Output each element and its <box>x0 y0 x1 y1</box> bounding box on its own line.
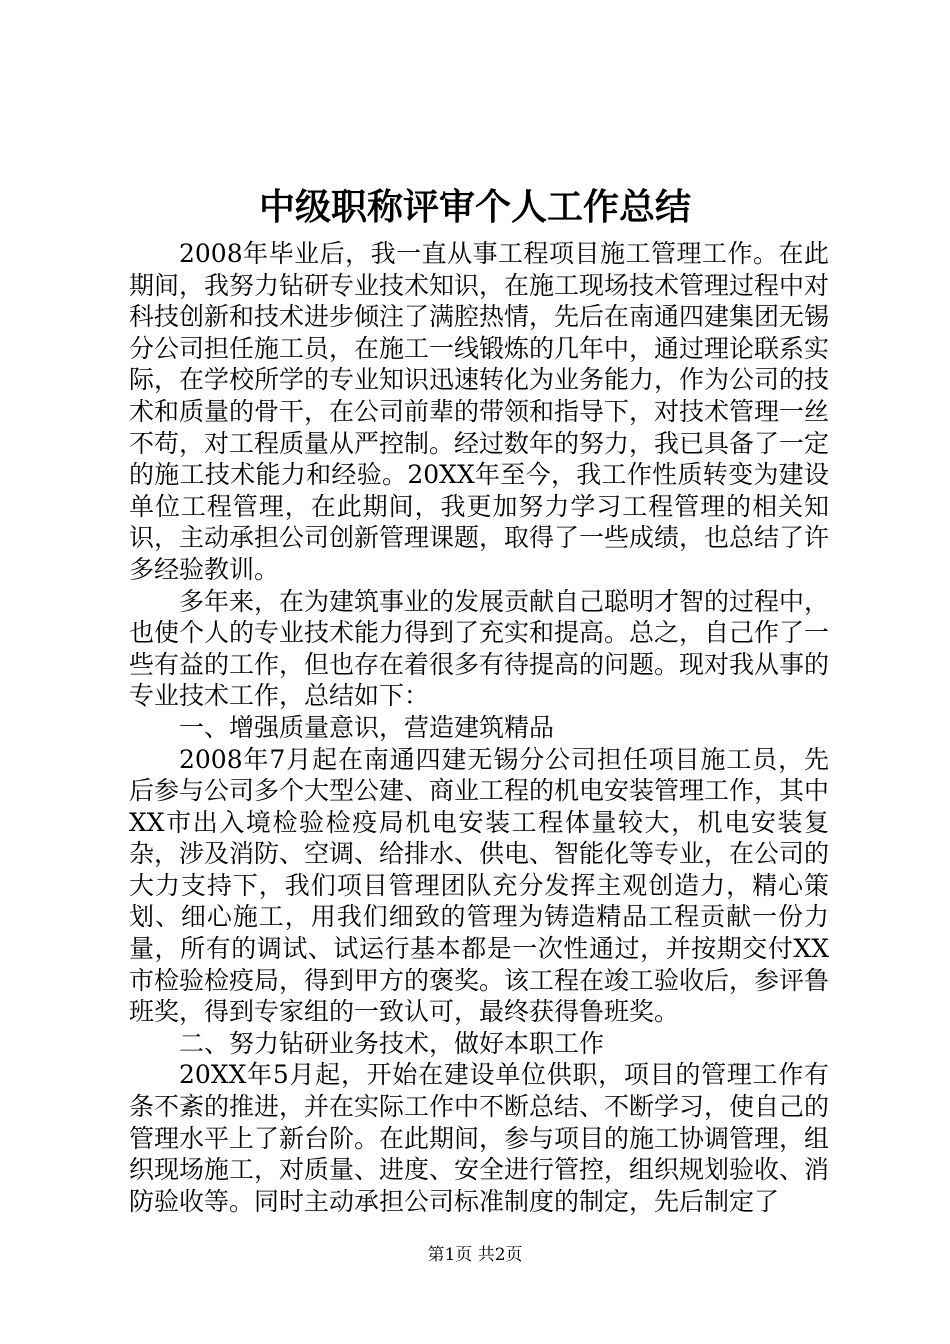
paragraph-section-2: 20XX年5月起，开始在建设单位供职，项目的管理工作有条不紊的推进，并在实际工作中不断总结、不断学习，使自己的管理水平上了新台阶。在此期间，参与项目的施工协调管理，组织现场施工，对质量、进度、安全进行管控，组织规划验收、消防验收等。同时主动承担公司标准制度的制定，先后制定了 <box>129 1060 830 1216</box>
section-heading-2: 二、努力钻研业务技术，做好本职工作 <box>179 1028 605 1058</box>
page-title: 中级职称评审个人工作总结 <box>258 186 691 228</box>
section-heading-1: 一、增强质量意识，营造建筑精品 <box>179 712 555 742</box>
page-number-footer: 第1页 共2页 <box>427 1245 523 1265</box>
paragraph-section-1: 2008年7月起在南通四建无锡分公司担任项目施工员，先后参与公司多个大型公建、商业工程的机电安装管理工作，其中XX市出入境检验检疫局机电安装工程体量较大，机电安装复杂，涉及消防、空调、给排水、供电、智能化等专业，在公司的大力支持下，我们项目管理团队充分发挥主观创造力，精心策划、细心施工，用我们细致的管理为铸造精品工程贡献一份力量，所有的调试、试运行基本都是一次性通过，并按期交付XX市检验检疫局，得到甲方的褒奖。该工程在竣工验收后，参评鲁班奖，得到专家组的一致认可，最终获得鲁班奖。 <box>129 744 830 1027</box>
paragraph-intro: 2008年毕业后，我一直从事工程项目施工管理工作。在此期间，我努力钻研专业技术知识，在施工现场技术管理过程中对科技创新和技术进步倾注了满腔热情，先后在南通四建集团无锡分公司担任施工员，在施工一线锻炼的几年中，通过理论联系实际，在学校所学的专业知识迅速转化为业务能力，作为公司的技术和质量的骨干，在公司前辈的带领和指导下，对技术管理一丝不苟，对工程质量从严控制。经过数年的努力，我已具备了一定的施工技术能力和经验。20XX年至今，我工作性质转变为建设单位工程管理，在此期间，我更加努力学习工程管理的相关知识，主动承担公司创新管理课题，取得了一些成绩，也总结了许多经验教训。 <box>129 239 830 584</box>
paragraph-summary: 多年来，在为建筑事业的发展贡献自己聪明才智的过程中，也使个人的专业技术能力得到了充实和提高。总之，自己作了一些有益的工作，但也存在着很多有待提高的问题。现对我从事的专业技术工作，总结如下： <box>129 586 830 711</box>
document-body <box>129 238 829 1217</box>
